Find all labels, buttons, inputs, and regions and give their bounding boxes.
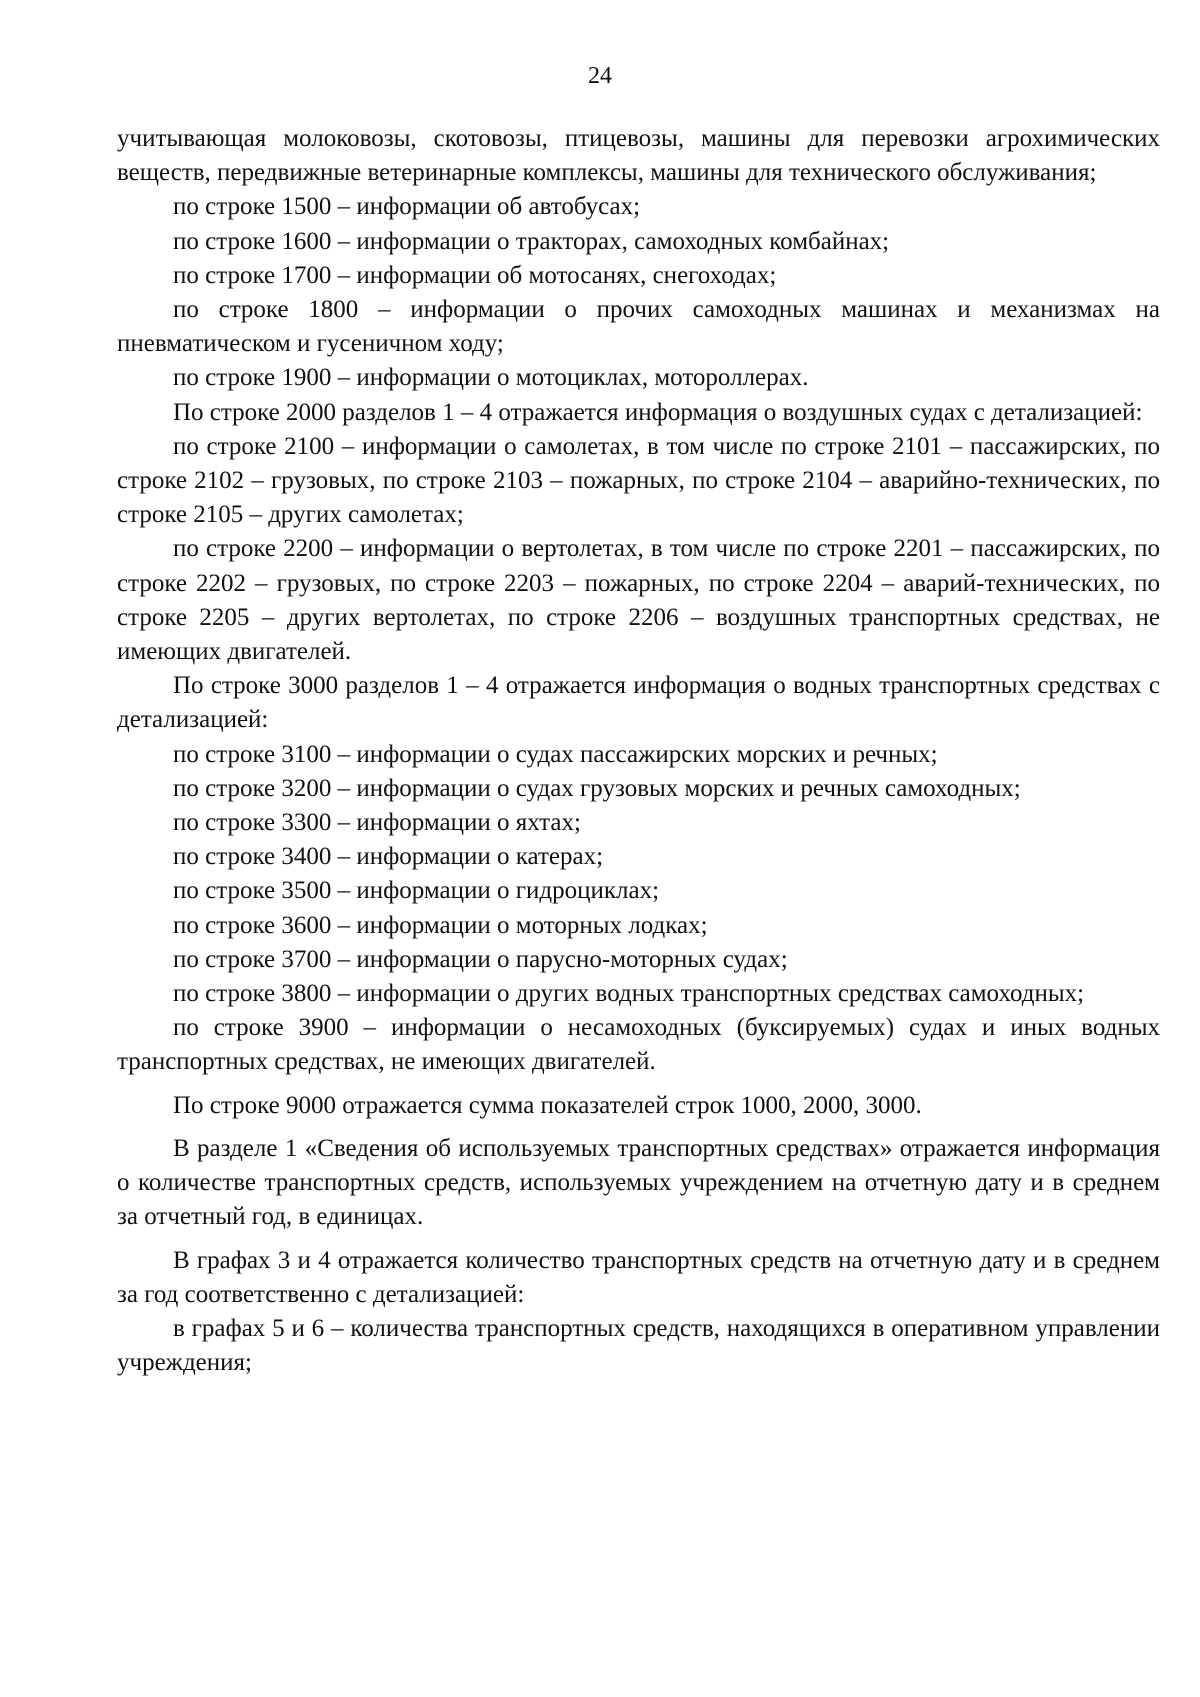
paragraph: по строке 1700 – информации об мотосанях, снегоходах; [173,261,777,289]
paragraph: по строке 1800 – информации о прочих самоходных машинах и механизмах на пневматическом и гусеничном ходу; [117,296,1160,358]
paragraph: по строке 2200 – информации о вертолетах, в том числе по строке 2201 – пассажирских, по строке 2202 – грузовых, по строке 2203 – пожарных, по строке 2204 – аварий-технических, по строке 2205 – других вертолетах, по строке 2206 – воздушных транспортных средствах, не имеющих двигателей. [117,535,1160,666]
paragraph: по строке 3700 – информации о парусно-моторных судах; [173,945,788,973]
paragraph: по строке 3800 – информации о других водных транспортных средствах самоходных; [173,980,1085,1008]
paragraph: В разделе 1 «Сведения об используемых транспортных средствах» отражается информация о количестве транспортных средств, используемых учреждением на отчетную дату и в среднем за отчетный год, в единицах. [117,1134,1160,1231]
paragraph: по строке 2100 – информации о самолетах, в том числе по строке 2101 – пассажирских, по строке 2102 – грузовых, по строке 2103 – пожарных, по строке 2104 – аварийно-технических, по строке 2105 – других самолетах; [117,432,1160,529]
paragraph: учитывающая молоковозы, скотовозы, птицевозы, машины для перевозки агрохимических веществ, передвижные ветеринарные комплексы, машины для технического обслуживания; [117,125,1160,187]
paragraph: по строке 3200 – информации о судах грузовых морских и речных самоходных; [173,774,1021,802]
paragraph: по строке 1900 – информации о мотоциклах, мотороллерах. [173,364,809,392]
paragraph: по строке 3900 – информации о несамоходных (буксируемых) судах и иных водных транспортных средствах, не имеющих двигателей. [117,1014,1160,1076]
paragraph: По строке 9000 отражается сумма показателей строк 1000, 2000, 3000. [173,1091,922,1119]
paragraph: по строке 3300 – информации о яхтах; [173,809,581,837]
paragraph: по строке 3400 – информации о катерах; [173,843,604,871]
paragraph: по строке 3600 – информации о моторных лодках; [173,911,708,939]
paragraph: по строке 1500 – информации об автобусах; [173,193,641,221]
paragraph: По строке 3000 разделов 1 – 4 отражается информация о водных транспортных средствах с детализацией: [117,672,1160,734]
paragraph: по строке 1600 – информации о тракторах, самоходных комбайнах; [173,227,890,255]
paragraph: В графах 3 и 4 отражается количество транспортных средств на отчетную дату и в среднем за год соответственно с детализацией: [117,1246,1160,1308]
paragraph: По строке 2000 разделов 1 – 4 отражается информация о воздушных судах с детализацией: [173,398,1143,426]
page-number: 24 [588,63,612,89]
document-body [117,122,1160,1380]
paragraph: в графах 5 и 6 – количества транспортных средств, находящихся в оперативном управлении учреждения; [117,1314,1160,1377]
paragraph: по строке 3100 – информации о судах пассажирских морских и речных; [173,740,938,768]
paragraph: по строке 3500 – информации о гидроциклах; [173,877,660,905]
